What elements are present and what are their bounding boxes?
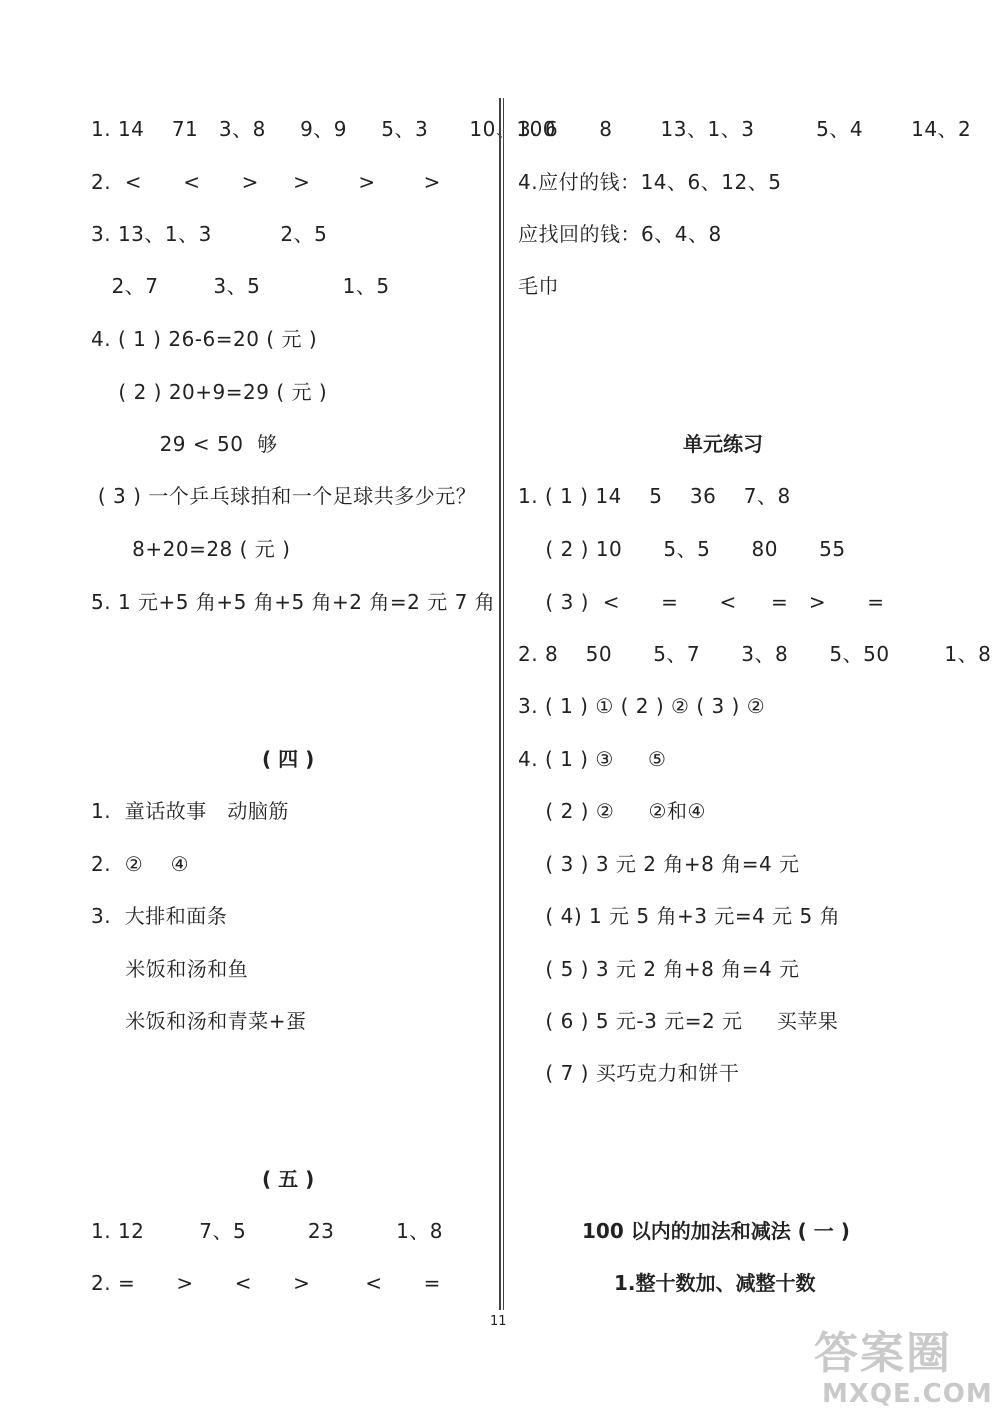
answer-line: 3. 13、1、3 2、5: [91, 222, 328, 246]
answer-line: ( 2 ) ② ②和④: [518, 799, 706, 823]
answer-line: ( 3 ) 3 元 2 角+8 角=4 元: [518, 852, 800, 876]
chapter-heading: 100 以内的加法和减法 ( 一 ): [582, 1219, 850, 1243]
answer-line: 4. ( 1 ) ③ ⑤: [518, 747, 667, 771]
answer-line: 米饭和汤和鱼: [91, 957, 249, 981]
answer-line: ( 3 ) < = < = > =: [518, 590, 885, 614]
section-heading-four: ( 四 ): [262, 747, 315, 771]
answer-line: 3. 6 8 13、1、3 5、4 14、2: [518, 117, 972, 141]
answer-line: ( 3 ) 一个乒乓球拍和一个足球共多少元？: [91, 484, 477, 508]
answer-line: ( 5 ) 3 元 2 角+8 角=4 元: [518, 957, 800, 981]
section-heading-five: ( 五 ): [262, 1167, 315, 1191]
answer-line: 2. ② ④: [91, 852, 190, 876]
watermark-mark: 答案圈: [814, 1328, 952, 1379]
answer-line: 5. 1 元+5 角+5 角+5 角+2 角=2 元 7 角: [91, 590, 496, 614]
answer-line: 1. ( 1 ) 14 5 36 7、8: [518, 484, 791, 508]
answer-line: 毛巾: [518, 274, 559, 298]
answer-line: 米饭和汤和青菜+蛋: [91, 1009, 307, 1033]
answer-line: ( 2 ) 20+9=29 ( 元 ): [91, 380, 328, 404]
section-heading-unit-practice: 单元练习: [683, 432, 763, 456]
answer-line: ( 6 ) 5 元-3 元=2 元 买苹果: [518, 1009, 839, 1033]
column-divider: [499, 98, 504, 1310]
subsection-heading: 1.整十数加、减整十数: [614, 1271, 816, 1295]
answer-line: ( 2 ) 10 5、5 80 55: [518, 537, 846, 561]
watermark: [806, 1330, 996, 1410]
watermark-url: MXQE.COM: [822, 1379, 993, 1409]
answer-line: 应找回的钱：6、4、8: [518, 222, 722, 246]
answer-line: 4. ( 1 ) 26-6=20 ( 元 ): [91, 327, 318, 351]
answer-line: ( 7 ) 买巧克力和饼干: [518, 1061, 740, 1085]
answer-line: 3. ( 1 ) ① ( 2 ) ② ( 3 ) ②: [518, 694, 766, 718]
answer-line: 1. 12 7、5 23 1、8: [91, 1219, 444, 1243]
answer-line: 2. < < > > > >: [91, 170, 441, 194]
answer-line: 29 < 50 够: [91, 432, 278, 456]
answer-line: 3. 大排和面条: [91, 904, 228, 928]
answer-line: ( 4) 1 元 5 角+3 元=4 元 5 角: [518, 904, 841, 928]
answer-line: 8+20=28 ( 元 ): [91, 537, 291, 561]
answer-line: 1. 14 71 3、8 9、9 5、3 10、100: [91, 117, 557, 141]
page-number: 11: [490, 1314, 507, 1329]
answer-line: 2、7 3、5 1、5: [91, 274, 390, 298]
answer-line: 4.应付的钱：14、6、12、5: [518, 170, 782, 194]
answer-line: 2. 8 50 5、7 3、8 5、50 1、8: [518, 642, 992, 666]
answer-line: 2. = > < > < =: [91, 1271, 441, 1295]
answer-line: 1. 童话故事 动脑筋: [91, 799, 289, 823]
